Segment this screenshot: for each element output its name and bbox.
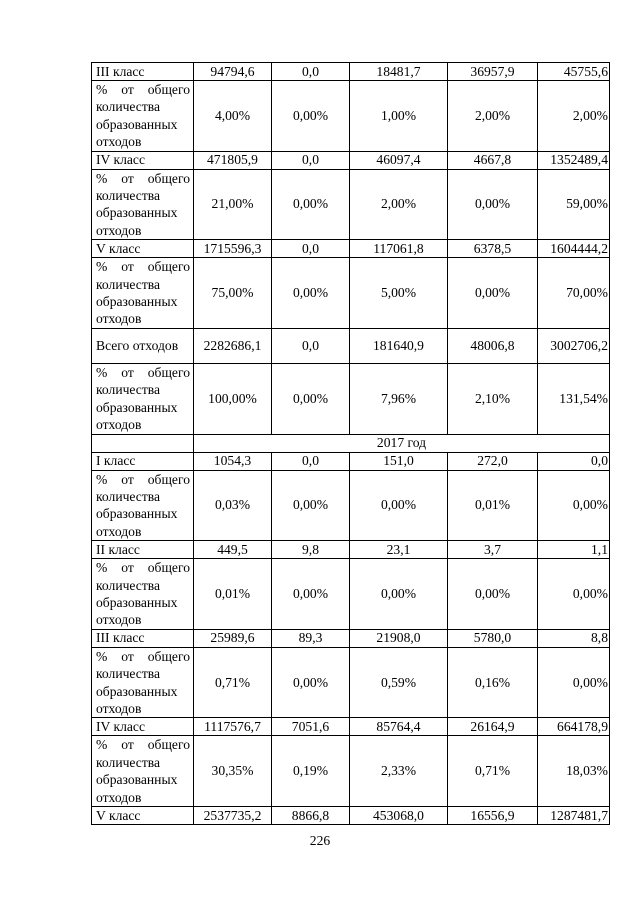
row-label: % от общего количества образованных отходов (92, 736, 194, 807)
value-cell: 7,96% (350, 363, 448, 434)
value-cell: 5780,0 (448, 629, 538, 647)
row-label: % от общего количества образованных отходов (92, 169, 194, 240)
waste-class-table (91, 62, 610, 825)
value-cell: 2,10% (448, 363, 538, 434)
value-cell: 449,5 (194, 541, 272, 559)
value-cell: 0,00% (350, 559, 448, 630)
percent-row (92, 559, 610, 630)
row-label: II класс (92, 541, 194, 559)
table-row (92, 541, 610, 559)
value-cell: 3002706,2 (538, 328, 610, 363)
value-cell: 89,3 (272, 629, 350, 647)
table-cell-empty (92, 434, 194, 452)
row-label: III класс (92, 63, 194, 81)
value-cell: 181640,9 (350, 328, 448, 363)
value-cell: 26164,9 (448, 718, 538, 736)
row-label: % от общего количества образованных отходов (92, 559, 194, 630)
value-cell: 0,00% (538, 559, 610, 630)
value-cell: 0,0 (272, 240, 350, 258)
value-cell: 0,71% (194, 647, 272, 718)
row-label: Всего отходов (92, 328, 194, 363)
row-label: V класс (92, 807, 194, 825)
table-row (92, 718, 610, 736)
percent-row (92, 169, 610, 240)
value-cell: 0,16% (448, 647, 538, 718)
value-cell: 0,00% (350, 470, 448, 541)
value-cell: 0,00% (448, 169, 538, 240)
value-cell: 0,00% (448, 258, 538, 329)
page-number: 226 (309, 833, 331, 848)
value-cell: 70,00% (538, 258, 610, 329)
percent-row (92, 736, 610, 807)
value-cell: 21,00% (194, 169, 272, 240)
value-cell: 36957,9 (448, 63, 538, 81)
value-cell: 2,33% (350, 736, 448, 807)
row-label: V класс (92, 240, 194, 258)
value-cell: 2537735,2 (194, 807, 272, 825)
row-label: % от общего количества образованных отходов (92, 647, 194, 718)
value-cell: 23,1 (350, 541, 448, 559)
value-cell: 0,00% (538, 470, 610, 541)
value-cell: 25989,6 (194, 629, 272, 647)
value-cell: 0,00% (272, 363, 350, 434)
table-row (92, 629, 610, 647)
value-cell: 131,54% (538, 363, 610, 434)
percent-row (92, 363, 610, 434)
value-cell: 5,00% (350, 258, 448, 329)
value-cell: 100,00% (194, 363, 272, 434)
value-cell: 0,00% (272, 169, 350, 240)
value-cell: 2,00% (448, 81, 538, 152)
value-cell: 0,01% (194, 559, 272, 630)
value-cell: 18,03% (538, 736, 610, 807)
value-cell: 1,00% (350, 81, 448, 152)
value-cell: 85764,4 (350, 718, 448, 736)
value-cell: 0,19% (272, 736, 350, 807)
value-cell: 48006,8 (448, 328, 538, 363)
value-cell: 21908,0 (350, 629, 448, 647)
table-row (92, 63, 610, 81)
value-cell: 0,00% (272, 258, 350, 329)
percent-row (92, 258, 610, 329)
value-cell: 0,59% (350, 647, 448, 718)
value-cell: 8,8 (538, 629, 610, 647)
value-cell: 0,01% (448, 470, 538, 541)
value-cell: 59,00% (538, 169, 610, 240)
value-cell: 453068,0 (350, 807, 448, 825)
value-cell: 30,35% (194, 736, 272, 807)
value-cell: 75,00% (194, 258, 272, 329)
value-cell: 0,00% (448, 559, 538, 630)
value-cell: 6378,5 (448, 240, 538, 258)
row-label: % от общего количества образованных отходов (92, 363, 194, 434)
table-row (92, 240, 610, 258)
value-cell: 1715596,3 (194, 240, 272, 258)
value-cell: 8866,8 (272, 807, 350, 825)
row-label: IV класс (92, 151, 194, 169)
value-cell: 3,7 (448, 541, 538, 559)
value-cell: 16556,9 (448, 807, 538, 825)
row-label: I класс (92, 452, 194, 470)
year-label: 2017 год (194, 434, 610, 452)
table-row (92, 151, 610, 169)
value-cell: 151,0 (350, 452, 448, 470)
value-cell: 18481,7 (350, 63, 448, 81)
value-cell: 4,00% (194, 81, 272, 152)
value-cell: 0,71% (448, 736, 538, 807)
value-cell: 7051,6 (272, 718, 350, 736)
value-cell: 471805,9 (194, 151, 272, 169)
value-cell: 272,0 (448, 452, 538, 470)
total-row (92, 328, 610, 363)
value-cell: 9,8 (272, 541, 350, 559)
row-label: % от общего количества образованных отходов (92, 81, 194, 152)
row-label: III класс (92, 629, 194, 647)
table-row (92, 452, 610, 470)
year-header-row (92, 434, 610, 452)
value-cell: 664178,9 (538, 718, 610, 736)
value-cell: 0,00% (272, 81, 350, 152)
value-cell: 0,0 (272, 328, 350, 363)
value-cell: 0,00% (272, 470, 350, 541)
table-row (92, 807, 610, 825)
row-label: % от общего количества образованных отходов (92, 470, 194, 541)
value-cell: 117061,8 (350, 240, 448, 258)
value-cell: 0,03% (194, 470, 272, 541)
value-cell: 1,1 (538, 541, 610, 559)
value-cell: 0,0 (272, 151, 350, 169)
value-cell: 1604444,2 (538, 240, 610, 258)
value-cell: 0,00% (272, 559, 350, 630)
value-cell: 2282686,1 (194, 328, 272, 363)
percent-row (92, 81, 610, 152)
value-cell: 45755,6 (538, 63, 610, 81)
value-cell: 1117576,7 (194, 718, 272, 736)
value-cell: 2,00% (538, 81, 610, 152)
percent-row (92, 647, 610, 718)
value-cell: 0,0 (538, 452, 610, 470)
value-cell: 2,00% (350, 169, 448, 240)
value-cell: 1054,3 (194, 452, 272, 470)
value-cell: 46097,4 (350, 151, 448, 169)
value-cell: 0,00% (538, 647, 610, 718)
value-cell: 94794,6 (194, 63, 272, 81)
value-cell: 4667,8 (448, 151, 538, 169)
row-label: % от общего количества образованных отходов (92, 258, 194, 329)
row-label: IV класс (92, 718, 194, 736)
value-cell: 0,0 (272, 63, 350, 81)
value-cell: 0,0 (272, 452, 350, 470)
value-cell: 1287481,7 (538, 807, 610, 825)
value-cell: 1352489,4 (538, 151, 610, 169)
percent-row (92, 470, 610, 541)
value-cell: 0,00% (272, 647, 350, 718)
waste-table-body (92, 63, 610, 825)
